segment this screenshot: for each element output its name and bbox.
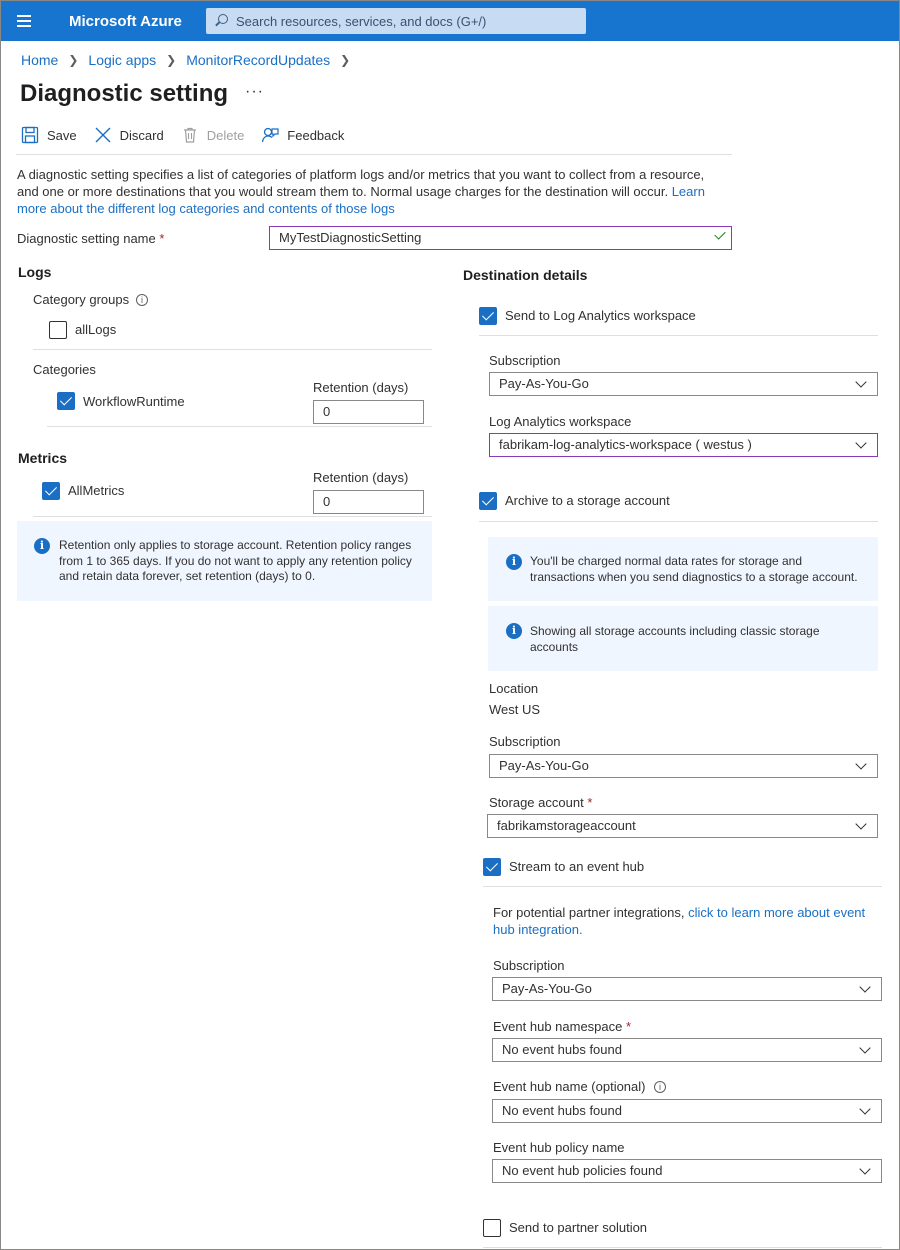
chevron-down-icon <box>855 758 866 769</box>
destination-heading: Destination details <box>463 267 588 283</box>
divider <box>483 1247 882 1248</box>
chevron-right-icon: ❯ <box>340 53 351 67</box>
menu-icon[interactable] <box>17 15 31 27</box>
trash-icon <box>181 126 199 144</box>
command-bar <box>21 126 361 144</box>
category-groups-text: Category groups <box>33 292 130 307</box>
info-icon[interactable]: i <box>654 1081 666 1093</box>
search-box[interactable] <box>206 8 586 34</box>
category-groups-label <box>33 292 129 307</box>
all-logs-label: allLogs <box>75 322 117 337</box>
metrics-retention-value: 0 <box>323 494 331 509</box>
workflow-runtime-checkbox[interactable] <box>57 392 75 410</box>
breadcrumb-home[interactable]: Home <box>21 52 59 68</box>
top-bar <box>1 1 900 41</box>
storage-account-select[interactable] <box>487 814 878 838</box>
eh-name-select[interactable] <box>492 1099 882 1123</box>
discard-button[interactable] <box>94 126 164 144</box>
all-logs-checkbox[interactable] <box>49 321 67 339</box>
setting-name-label <box>17 231 164 246</box>
la-subscription-value: Pay-As-You-Go <box>499 376 589 391</box>
eh-policy-label: Event hub policy name <box>493 1140 625 1155</box>
page-title: Diagnostic setting <box>20 80 229 107</box>
eh-name-value: No event hubs found <box>502 1103 622 1118</box>
logs-retention-value: 0 <box>323 404 331 419</box>
breadcrumb-logic-apps[interactable]: Logic apps <box>88 52 157 68</box>
brand-title[interactable]: Microsoft Azure <box>69 13 182 30</box>
divider <box>479 521 878 522</box>
eh-namespace-label <box>493 1019 631 1034</box>
eh-name-label: Event hub name (optional) <box>493 1079 646 1094</box>
description-text: A diagnostic setting specifies a list of categories of platform logs and/or metrics that you want to collect from a resource, and one or more destinations that you would stream them to. Normal usage charges for the destination will occur. <box>17 167 705 199</box>
retention-info-text: Retention only applies to storage account. Retention policy ranges from 1 to 365 days. If you do not want to apply any retention policy and retain data forever, set retention (days) to 0. <box>59 538 412 583</box>
retention-info-box <box>17 521 432 601</box>
feedback-button[interactable] <box>261 126 344 144</box>
logs-heading: Logs <box>18 264 52 280</box>
storage-subscription-label: Subscription <box>489 734 561 749</box>
delete-button[interactable] <box>181 126 245 144</box>
chevron-down-icon <box>859 1042 870 1053</box>
all-metrics-label: AllMetrics <box>68 483 125 498</box>
divider <box>483 886 882 887</box>
storage-subscription-select[interactable] <box>489 754 878 778</box>
checkmark-icon <box>714 228 725 239</box>
divider <box>33 516 432 517</box>
divider <box>47 426 432 427</box>
workspace-label: Log Analytics workspace <box>489 414 632 429</box>
setting-name-input[interactable] <box>269 226 732 250</box>
eh-namespace-label-text: Event hub namespace <box>493 1019 623 1034</box>
setting-name-label-text: Diagnostic setting name <box>17 231 156 246</box>
save-icon <box>21 126 39 144</box>
close-icon <box>94 126 112 144</box>
info-icon: i <box>506 623 522 639</box>
la-subscription-select[interactable] <box>489 372 878 396</box>
divider <box>33 349 432 350</box>
storage-label: Archive to a storage account <box>505 493 670 508</box>
event-hub-checkbox[interactable] <box>483 858 501 876</box>
required-marker: * <box>626 1019 632 1034</box>
metrics-retention-input[interactable] <box>313 490 424 514</box>
chevron-right-icon: ❯ <box>68 53 79 67</box>
breadcrumb <box>21 52 360 68</box>
chevron-down-icon <box>859 981 870 992</box>
eh-policy-value: No event hub policies found <box>502 1163 663 1178</box>
categories-label: Categories <box>33 362 96 377</box>
info-icon: i <box>506 554 522 570</box>
storage-subscription-value: Pay-As-You-Go <box>499 758 589 773</box>
learn-more-link[interactable]: Learn more about the different log categories and contents of those logs <box>17 184 705 216</box>
required-marker: * <box>159 231 165 246</box>
eh-subscription-select[interactable] <box>492 977 882 1001</box>
storage-charge-text: You'll be charged normal data rates for storage and transactions when you send diagnostics to a storage account. <box>530 554 858 584</box>
eh-namespace-select[interactable] <box>492 1038 882 1062</box>
divider <box>479 335 878 336</box>
chevron-down-icon <box>859 1163 870 1174</box>
metrics-heading: Metrics <box>18 450 68 466</box>
eh-namespace-value: No event hubs found <box>502 1042 622 1057</box>
storage-checkbox[interactable] <box>479 492 497 510</box>
chevron-down-icon <box>855 376 866 387</box>
save-button[interactable] <box>21 126 77 144</box>
location-label: Location <box>489 681 539 696</box>
info-icon: i <box>34 538 50 554</box>
partner-solution-label: Send to partner solution <box>509 1220 648 1235</box>
delete-label: Delete <box>206 127 245 143</box>
breadcrumb-logic-app[interactable]: MonitorRecordUpdates <box>186 52 331 68</box>
la-subscription-label: Subscription <box>489 353 561 368</box>
search-icon <box>218 14 228 24</box>
location-value: West US <box>489 702 541 717</box>
logs-retention-input[interactable] <box>313 400 424 424</box>
chevron-down-icon <box>855 818 866 829</box>
event-hub-learn-more-link[interactable]: click to learn more about event hub integration. <box>493 905 866 937</box>
save-label: Save <box>47 127 77 143</box>
workflow-runtime-label: WorkflowRuntime <box>83 394 185 409</box>
event-hub-label: Stream to an event hub <box>509 859 645 874</box>
more-options-button[interactable]: ··· <box>245 83 264 100</box>
logs-retention-label: Retention (days) <box>313 380 409 395</box>
search-placeholder: Search resources, services, and docs (G+/) <box>236 14 487 29</box>
partner-integration-prefix: For potential partner integrations, <box>493 905 689 920</box>
all-metrics-checkbox[interactable] <box>42 482 60 500</box>
chevron-right-icon: ❯ <box>166 53 177 67</box>
setting-name-value: MyTestDiagnosticSetting <box>279 230 422 245</box>
description <box>17 166 727 217</box>
storage-charge-info <box>488 537 878 601</box>
eh-policy-select[interactable] <box>492 1159 882 1183</box>
chevron-down-icon <box>855 437 866 448</box>
storage-accounts-info <box>488 606 878 671</box>
storage-account-value: fabrikamstorageaccount <box>497 818 636 833</box>
required-marker: * <box>587 795 593 810</box>
metrics-retention-label: Retention (days) <box>313 470 409 485</box>
chevron-down-icon <box>859 1103 870 1114</box>
divider <box>16 154 732 155</box>
discard-label: Discard <box>119 127 164 143</box>
info-icon[interactable]: i <box>136 294 148 306</box>
storage-accounts-text: Showing all storage accounts including classic storage accounts <box>530 624 820 654</box>
workspace-value: fabrikam-log-analytics-workspace ( westus ) <box>499 437 752 452</box>
feedback-icon <box>261 126 279 144</box>
partner-solution-checkbox[interactable] <box>483 1219 501 1237</box>
workspace-select[interactable] <box>489 433 878 457</box>
eh-subscription-label: Subscription <box>493 958 565 973</box>
log-analytics-label: Send to Log Analytics workspace <box>505 308 696 323</box>
storage-account-label <box>489 795 592 810</box>
log-analytics-checkbox[interactable] <box>479 307 497 325</box>
feedback-label: Feedback <box>287 127 345 143</box>
storage-account-label-text: Storage account <box>489 795 584 810</box>
eh-subscription-value: Pay-As-You-Go <box>502 981 592 996</box>
partner-integration-text <box>493 904 878 938</box>
